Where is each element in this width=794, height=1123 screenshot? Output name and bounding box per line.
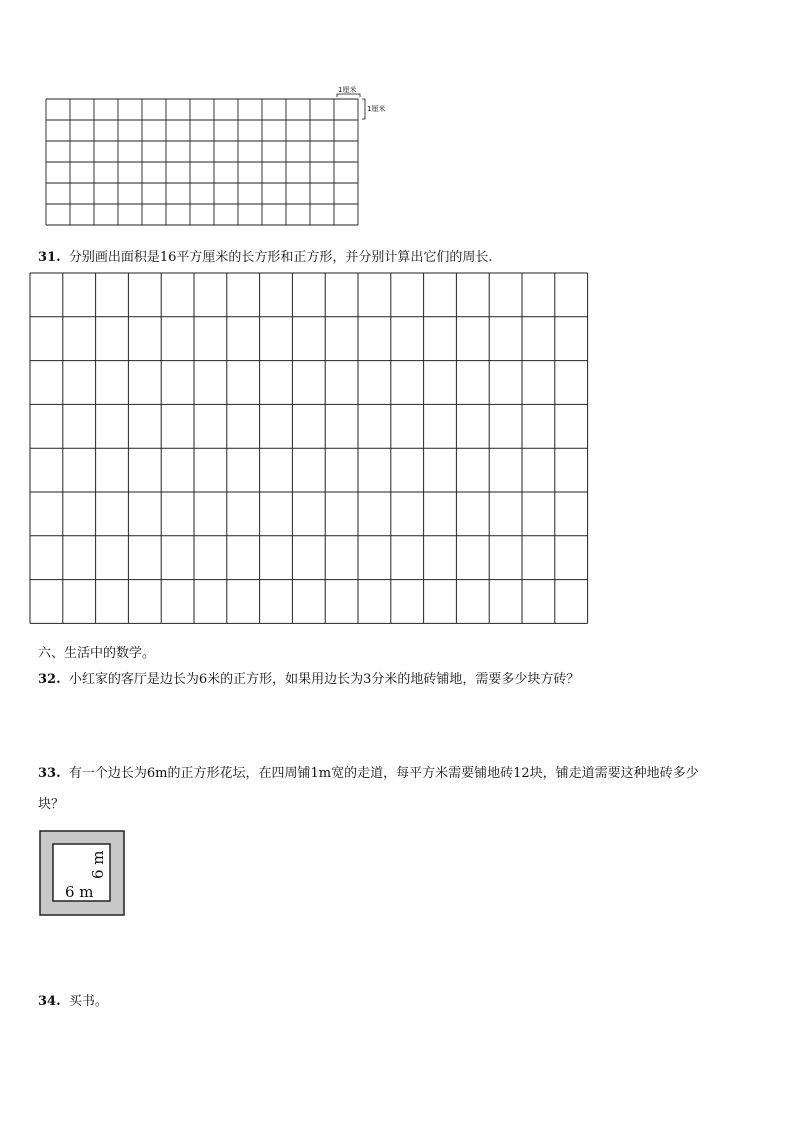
question-31 bbox=[38, 248, 493, 268]
question-number: 32. bbox=[38, 672, 61, 687]
question-33-line1 bbox=[38, 764, 699, 784]
unit-height-bracket bbox=[362, 99, 365, 119]
flower-bed-figure bbox=[39, 830, 127, 918]
top-grid bbox=[40, 84, 400, 234]
question-text-continued: 块？ bbox=[38, 797, 65, 812]
bottom-length-label: 6 m bbox=[65, 883, 94, 901]
unit-height-label: 1厘米 bbox=[367, 105, 386, 113]
question-34 bbox=[38, 992, 108, 1012]
question-33-line2 bbox=[38, 795, 64, 815]
question-32 bbox=[38, 670, 579, 690]
question-number: 34. bbox=[38, 994, 61, 1009]
question-text: 买书。 bbox=[68, 994, 108, 1009]
side-length-label: 6 m bbox=[89, 850, 107, 879]
unit-width-bracket bbox=[337, 94, 360, 97]
question-number: 31. bbox=[38, 250, 61, 265]
section-heading: 六、生活中的数学。 bbox=[38, 646, 156, 661]
drawing-grid[interactable] bbox=[28, 271, 594, 625]
question-number: 33. bbox=[38, 766, 61, 781]
question-text: 分别画出面积是16平方厘米的长方形和正方形，并分别计算出它们的周长. bbox=[68, 250, 493, 265]
unit-width-label: 1厘米 bbox=[338, 86, 357, 94]
question-text: 有一个边长为6m的正方形花坛，在四周铺1m宽的走道，每平方米需要铺地砖12块，铺走道需要这种地砖多少 bbox=[68, 766, 699, 781]
question-text: 小红家的客厅是边长为6米的正方形，如果用边长为3分米的地砖铺地，需要多少块方砖？ bbox=[68, 672, 580, 687]
